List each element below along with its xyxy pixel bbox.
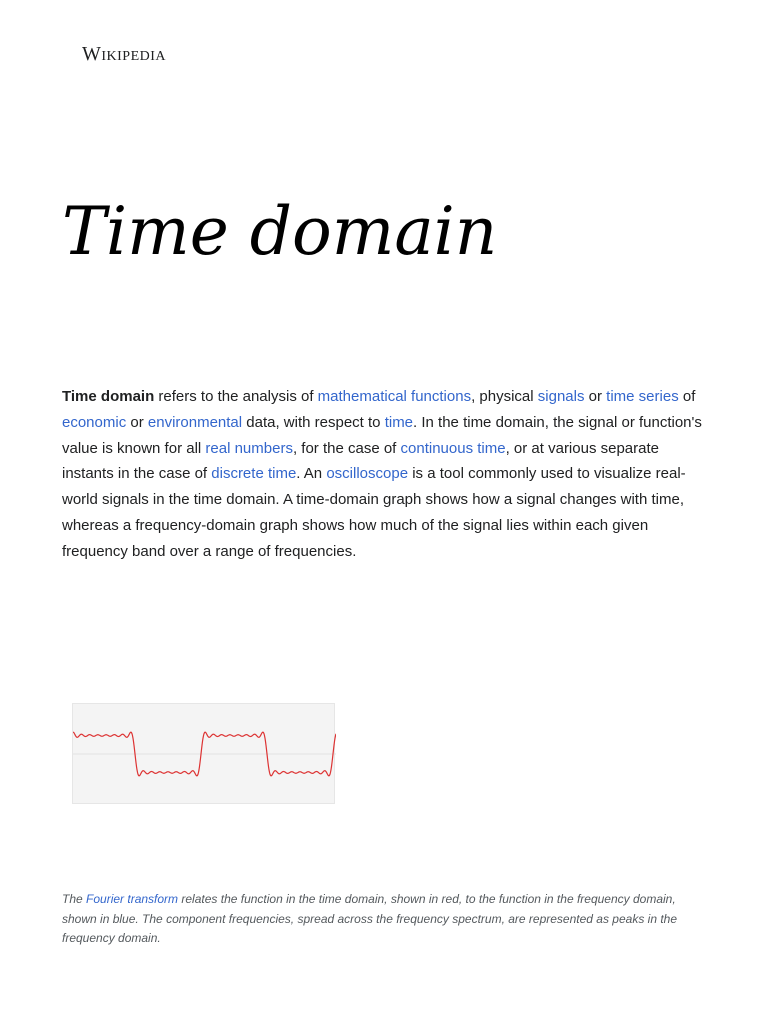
caption-text: The xyxy=(62,892,87,906)
lead-text: . In the time domain, the signal or function's value is known for all xyxy=(62,413,702,457)
lead-paragraph xyxy=(62,384,710,565)
lead-text: is a tool commonly used to visualize real-world signals in the time domain. A time-domain graph shows how a signal changes with time, whereas a frequency-domain graph shows how much of the signal lies within each given frequency band over a range of frequencies. xyxy=(62,465,686,560)
time-domain-signal-plot xyxy=(73,704,336,805)
wikipedia-logo[interactable]: Wikipedia xyxy=(82,43,167,65)
link-time-series[interactable]: time series xyxy=(606,388,679,405)
link-continuous-time[interactable]: continuous time xyxy=(400,439,506,457)
lead-text: refers to the analysis of xyxy=(154,388,318,405)
link-real-numbers[interactable]: real numbers xyxy=(205,439,293,457)
lead-text: , physical xyxy=(471,388,538,405)
page-title: Time domain xyxy=(62,193,498,270)
lead-text: or xyxy=(584,388,607,405)
lead-text: or xyxy=(126,413,148,431)
lead-text: data, with respect to xyxy=(242,413,385,431)
lead-text: , for the case of xyxy=(292,439,401,457)
link-time[interactable]: time xyxy=(384,413,414,431)
lead-text: of xyxy=(678,388,696,405)
link-economic[interactable]: economic xyxy=(62,413,127,431)
link-mathematical-functions[interactable]: mathematical functions xyxy=(317,388,472,405)
link-fourier-transform[interactable]: Fourier transform xyxy=(86,892,179,906)
link-oscilloscope[interactable]: oscilloscope xyxy=(326,465,409,483)
lead-term: Time domain xyxy=(62,388,155,405)
caption-text: relates the function in the time domain, shown in red, to the function in the frequency domain, shown in blue. The component frequencies, spread across the frequency spectrum, are represented as peaks in the frequency domain. xyxy=(62,892,678,945)
figure-caption xyxy=(62,890,712,949)
link-signals[interactable]: signals xyxy=(537,388,585,405)
lead-text: , or at various separate instants in the case of xyxy=(62,439,659,483)
lead-text: . An xyxy=(296,465,327,483)
fourier-figure[interactable] xyxy=(72,703,335,804)
link-discrete-time[interactable]: discrete time xyxy=(211,465,297,483)
link-environmental[interactable]: environmental xyxy=(147,413,243,431)
